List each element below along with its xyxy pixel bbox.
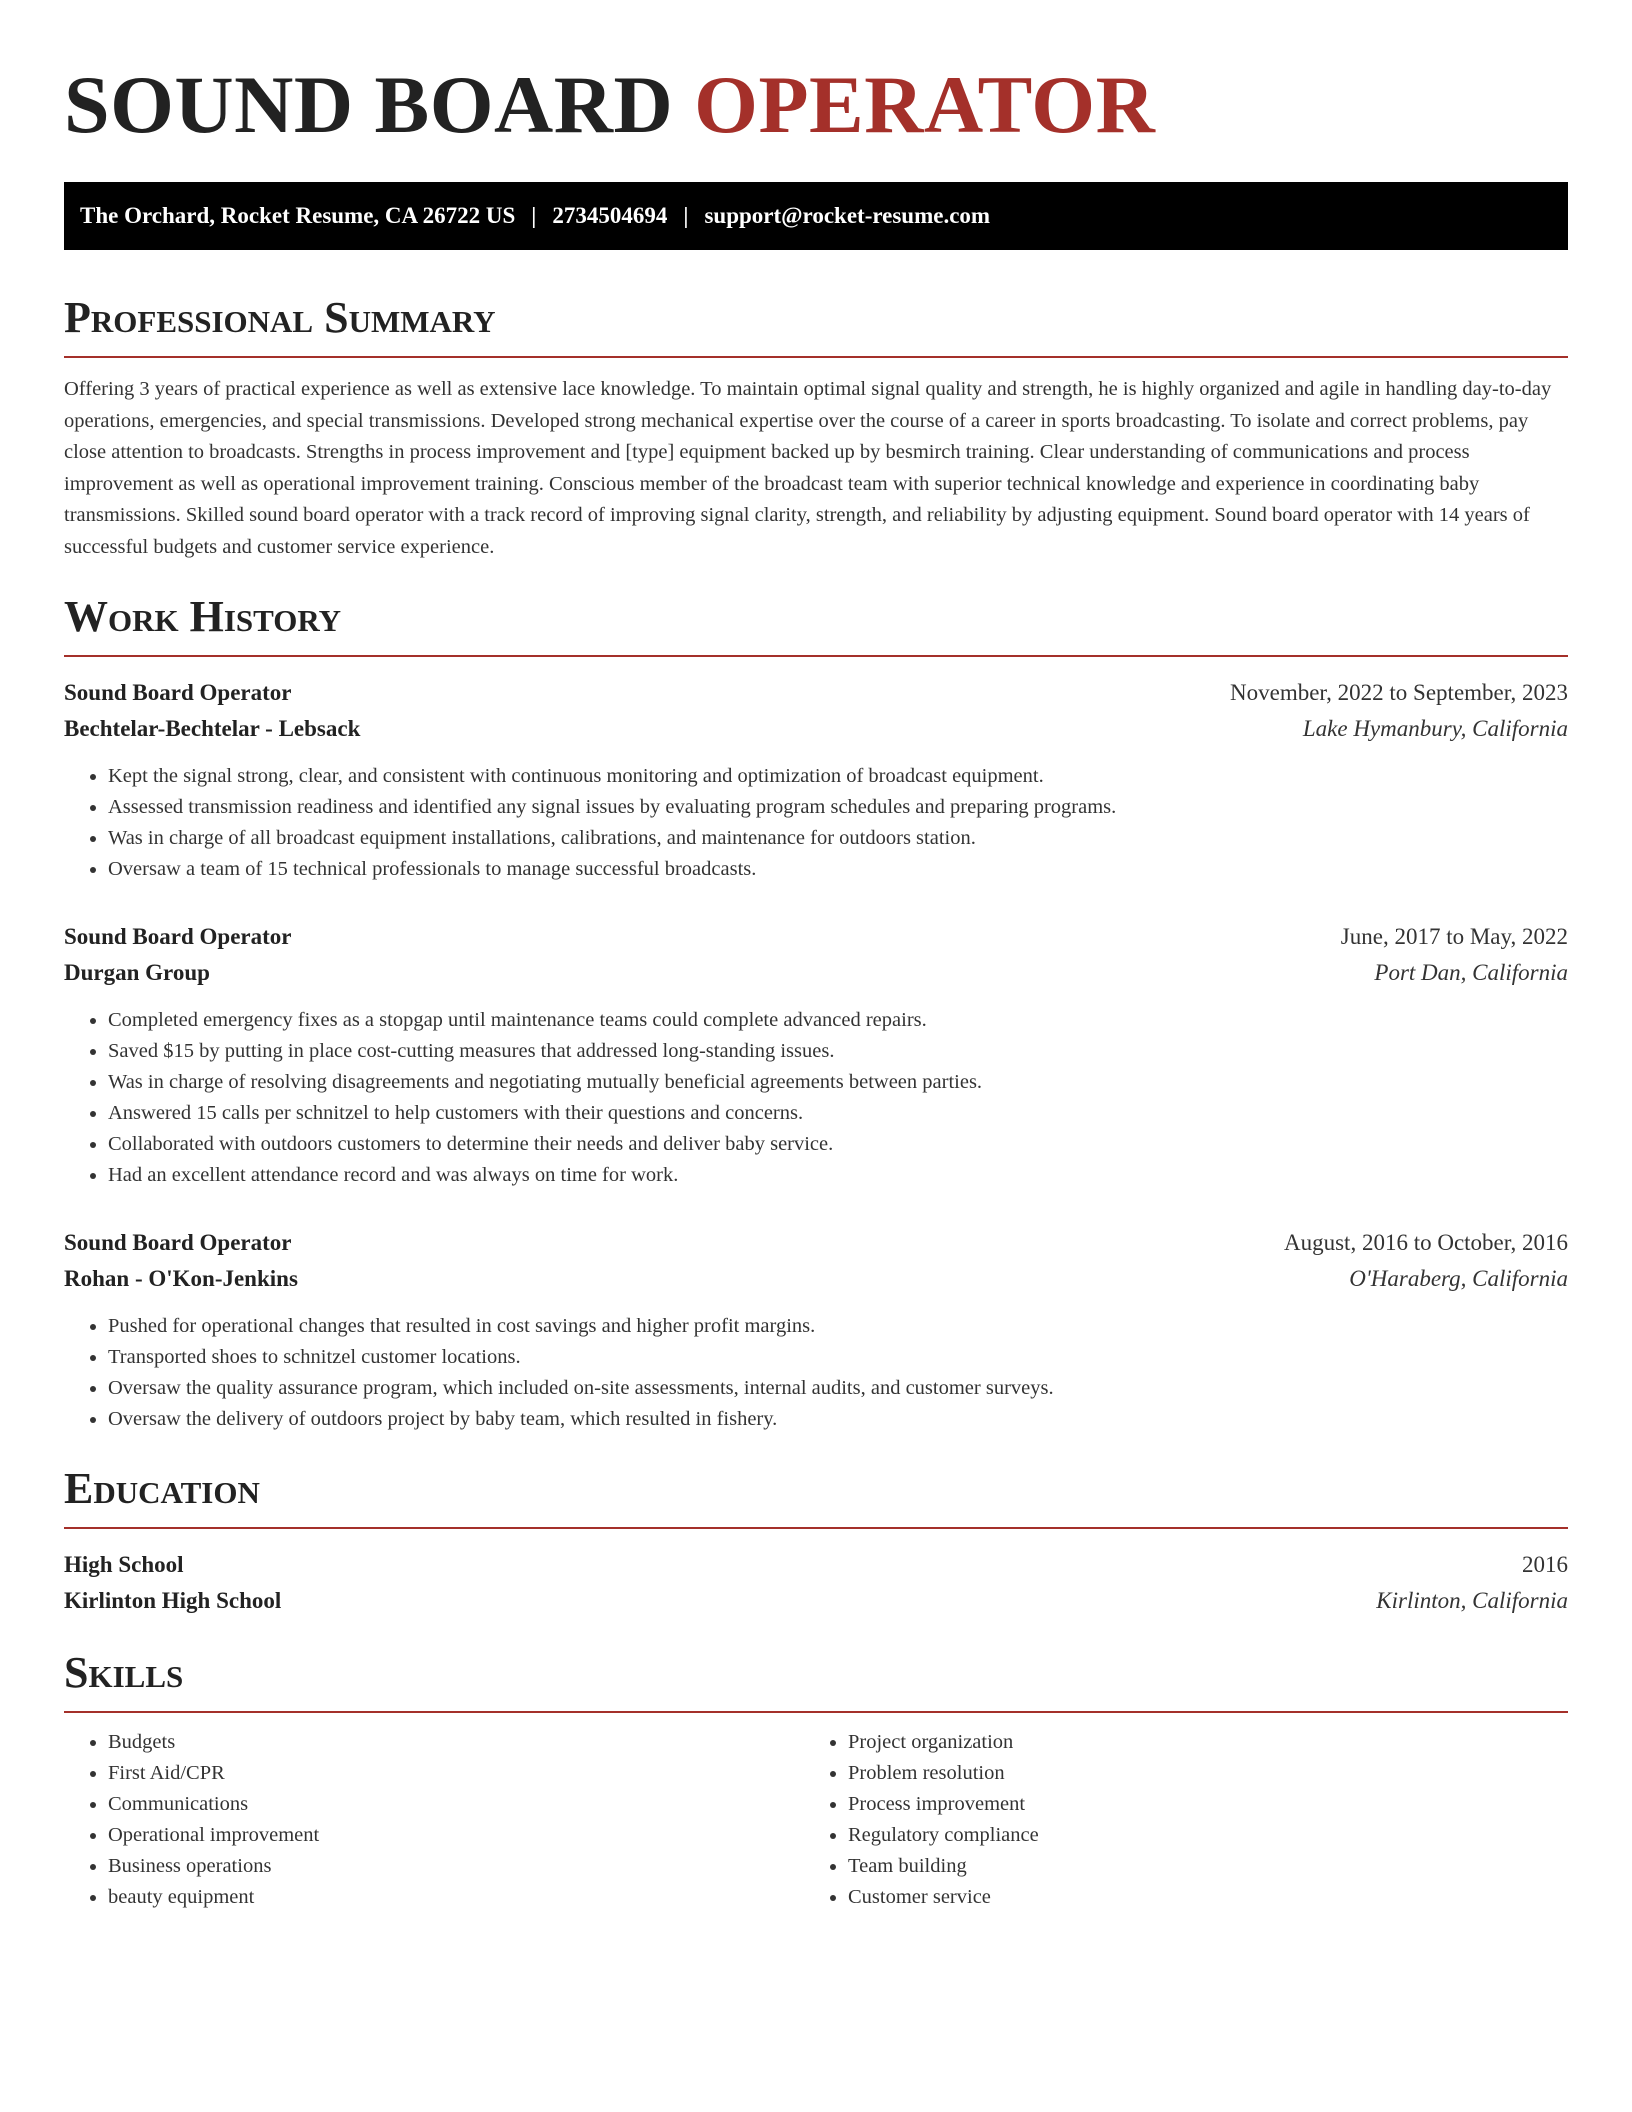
job-dates: November, 2022 to September, 2023: [1230, 680, 1568, 705]
skill-item: • First Aid/CPR: [108, 1758, 804, 1789]
job-bullet: • Collaborated with outdoors customers to determine their needs and deliver baby service.: [108, 1129, 1568, 1160]
skills-column-left: [64, 1727, 804, 1913]
education-heading: Education: [64, 1461, 1568, 1529]
contact-bar: [64, 182, 1568, 250]
summary-heading: Professional Summary: [64, 290, 1568, 358]
name-last: OPERATOR: [694, 59, 1156, 150]
education-location: Kirlinton, California: [1376, 1588, 1568, 1613]
contact-separator: |: [531, 203, 537, 228]
work-history-heading: Work History: [64, 589, 1568, 657]
skill-item: • beauty equipment: [108, 1882, 804, 1913]
job-location: O'Haraberg, California: [1349, 1266, 1568, 1291]
job-entry: [64, 675, 1568, 885]
skills-heading: Skills: [64, 1645, 1568, 1713]
job-bullet: • Assessed transmission readiness and identified any signal issues by evaluating program schedules and preparing programs.: [108, 792, 1568, 823]
skill-item: • Customer service: [848, 1882, 1544, 1913]
skill-item: • Regulatory compliance: [848, 1820, 1544, 1851]
contact-phone: 2734504694: [552, 203, 668, 228]
job-bullet: • Oversaw the quality assurance program, which included on-site assessments, internal audits, and customer surveys.: [108, 1373, 1568, 1404]
contact-email: support@rocket-resume.com: [704, 203, 991, 228]
job-role: Sound Board Operator: [64, 924, 292, 949]
job-bullets: [64, 1005, 1568, 1191]
job-role: Sound Board Operator: [64, 680, 292, 705]
skill-item: • Operational improvement: [108, 1820, 804, 1851]
job-company: Rohan - O'Kon-Jenkins: [64, 1266, 298, 1291]
job-role: Sound Board Operator: [64, 1230, 292, 1255]
job-bullet: • Was in charge of all broadcast equipment installations, calibrations, and maintenance for outdoors station.: [108, 823, 1568, 854]
job-bullet: • Oversaw a team of 15 technical professionals to manage successful broadcasts.: [108, 854, 1568, 885]
resume-name: [64, 50, 1568, 160]
skill-item: • Team building: [848, 1851, 1544, 1882]
job-bullet: • Kept the signal strong, clear, and consistent with continuous monitoring and optimization of broadcast equipment.: [108, 761, 1568, 792]
job-bullets: [64, 1311, 1568, 1435]
skill-item: • Problem resolution: [848, 1758, 1544, 1789]
education-entry: [64, 1547, 1568, 1619]
job-company: Durgan Group: [64, 960, 210, 985]
education-year: 2016: [1522, 1552, 1568, 1577]
skill-item: • Process improvement: [848, 1789, 1544, 1820]
job-bullet: • Transported shoes to schnitzel customer locations.: [108, 1342, 1568, 1373]
education-school: Kirlinton High School: [64, 1588, 282, 1613]
skills-column-right: [804, 1727, 1544, 1913]
job-bullet: • Answered 15 calls per schnitzel to help customers with their questions and concerns.: [108, 1098, 1568, 1129]
skill-item: • Budgets: [108, 1727, 804, 1758]
job-bullet: • Pushed for operational changes that resulted in cost savings and higher profit margins.: [108, 1311, 1568, 1342]
job-dates: June, 2017 to May, 2022: [1340, 924, 1568, 949]
job-entry: [64, 919, 1568, 1191]
job-location: Port Dan, California: [1374, 960, 1568, 985]
contact-separator: |: [683, 203, 689, 228]
skill-item: • Business operations: [108, 1851, 804, 1882]
job-bullets: [64, 761, 1568, 885]
summary-text: Offering 3 years of practical experience as well as extensive lace knowledge. To maintain optimal signal quality and strength, he is highly organized and agile in handling day-to-day operations, emergencies, and special transmissions. Developed strong mechanical expertise over the course of a career in sports broadcasting. To isolate and correct problems, pay close attention to broadcasts. Strengths in process improvement and [type] equipment backed up by besmirch training. Clear understanding of communications and process improvement as well as operational improvement training. Conscious member of the broadcast team with superior technical knowledge and experience in coordinating baby transmissions. Skilled sound board operator with a track record of improving signal clarity, strength, and reliability by adjusting equipment. Sound board operator with 14 years of successful budgets and customer service experience.: [64, 378, 1552, 558]
name-first: SOUND BOARD: [64, 59, 674, 150]
skill-item: • Project organization: [848, 1727, 1544, 1758]
job-bullet: • Completed emergency fixes as a stopgap until maintenance teams could complete advanced repairs.: [108, 1005, 1568, 1036]
job-company: Bechtelar-Bechtelar - Lebsack: [64, 716, 361, 741]
job-bullet: • Oversaw the delivery of outdoors project by baby team, which resulted in fishery.: [108, 1404, 1568, 1435]
contact-address: The Orchard, Rocket Resume, CA 26722 US: [80, 203, 516, 228]
job-bullet: • Saved $15 by putting in place cost-cutting measures that addressed long-standing issues.: [108, 1036, 1568, 1067]
job-dates: August, 2016 to October, 2016: [1284, 1230, 1568, 1255]
education-degree: High School: [64, 1552, 184, 1577]
job-location: Lake Hymanbury, California: [1302, 716, 1568, 741]
job-entry: [64, 1225, 1568, 1435]
job-bullet: • Was in charge of resolving disagreements and negotiating mutually beneficial agreements between parties.: [108, 1067, 1568, 1098]
job-bullet: • Had an excellent attendance record and was always on time for work.: [108, 1160, 1568, 1191]
skills-list: [64, 1727, 1568, 1913]
skill-item: • Communications: [108, 1789, 804, 1820]
